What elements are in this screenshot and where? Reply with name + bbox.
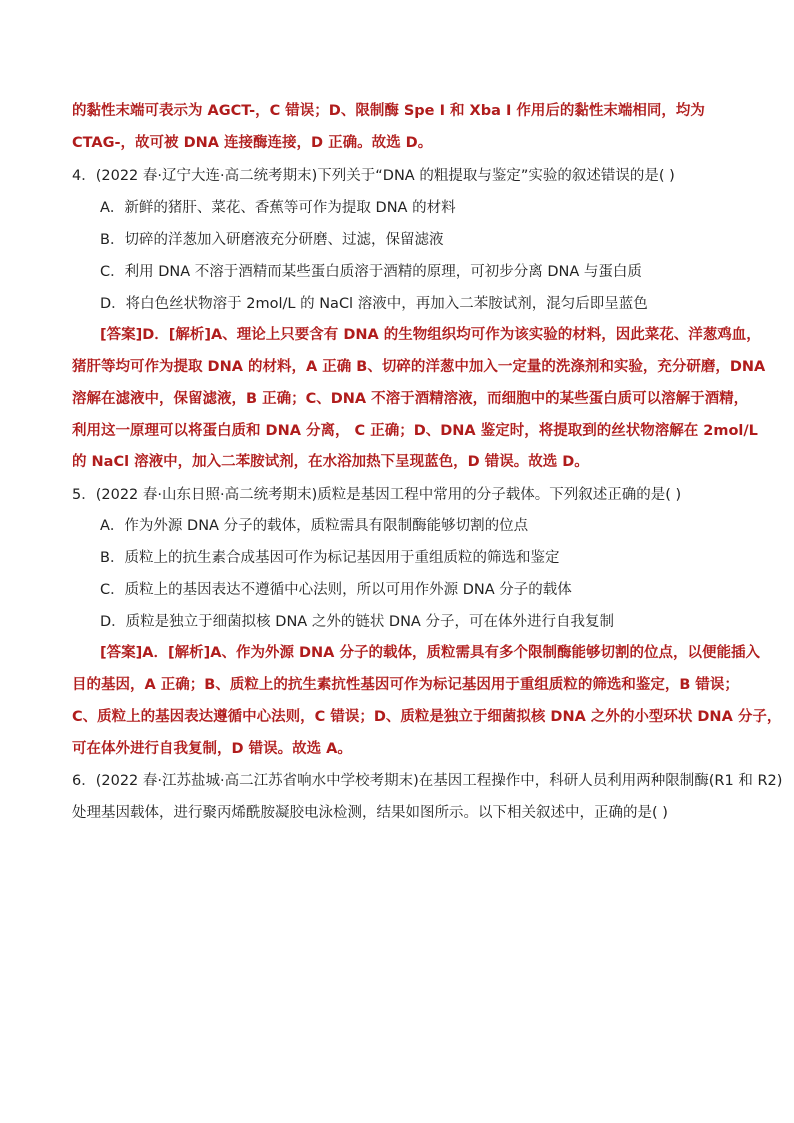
question-5-answer-line-4: 可在体外进行自我复制，D 错误。故选 A。	[72, 741, 352, 757]
question-4-answer-line-2: 猪肝等均可作为提取 DNA 的材料，A 正确 B、切碎的洋葱中加入一定量的洗涤剂和实验，充分研磨，DNA	[72, 359, 766, 375]
question-5-option-c: C．质粒上的基因表达不遵循中心法则，所以可用作外源 DNA 分子的载体	[100, 582, 572, 598]
question-4-answer-line-5: 的 NaCl 溶液中，加入二苯胺试剂，在水浴加热下呈现蓝色，D 错误。故选 D。	[72, 454, 589, 470]
question-5-stem: 5．(2022 春·山东日照·高二统考期末)质粒是基因工程中常用的分子载体。下列叙述正确的是( )	[72, 487, 682, 503]
question-5-answer-line-1: [答案]A．[解析]A、作为外源 DNA 分子的载体，质粒需具有多个限制酶能够切割的位点，以便能插入	[100, 645, 760, 661]
question-4-answer-line-3: 溶解在滤液中，保留滤液，B 正确；C、DNA 不溶于酒精溶液，而细胞中的某些蛋白质可以溶解于酒精，	[72, 391, 749, 407]
question-4-option-c: C．利用 DNA 不溶于酒精而某些蛋白质溶于酒精的原理，可初步分离 DNA 与蛋白质	[100, 264, 642, 280]
carryover-answer-line-2: CTAG-，故可被 DNA 连接酶连接，D 正确。故选 D。	[72, 135, 433, 151]
question-5-answer-line-2: 目的基因，A 正确；B、质粒上的抗生素抗性基因可作为标记基因用于重组质粒的筛选和鉴定，B 错误；	[72, 677, 739, 693]
question-6-stem-line-1: 6．(2022 春·江苏盐城·高二江苏省响水中学校考期末)在基因工程操作中，科研人员利用两种限制酶(R1 和 R2)	[72, 773, 783, 789]
question-5-option-b: B．质粒上的抗生素合成基因可作为标记基因用于重组质粒的筛选和鉴定	[100, 550, 560, 566]
question-5-option-d: D．质粒是独立于细菌拟核 DNA 之外的链状 DNA 分子，可在体外进行自我复制	[100, 614, 614, 630]
question-4-answer-line-4: 利用这一原理可以将蛋白质和 DNA 分离， C 正确；D、DNA 鉴定时，将提取到的丝状物溶解在 2mol/L	[72, 423, 758, 439]
question-4-option-b: B．切碎的洋葱加入研磨液充分研磨、过滤，保留滤液	[100, 232, 444, 248]
question-6-stem-line-2: 处理基因载体，进行聚丙烯酰胺凝胶电泳检测，结果如图所示。以下相关叙述中，正确的是( )	[72, 805, 668, 821]
question-5-answer-line-3: C、质粒上的基因表达遵循中心法则，C 错误；D、质粒是独立于细菌拟核 DNA 之外的小型环状 DNA 分子，	[72, 709, 782, 725]
question-4-option-a: A．新鲜的猪肝、菜花、香蕉等可作为提取 DNA 的材料	[100, 200, 456, 216]
question-4-stem: 4．(2022 春·辽宁大连·高二统考期末)下列关于“DNA 的粗提取与鉴定”实验的叙述错误的是( )	[72, 168, 675, 184]
question-4-option-d: D．将白色丝状物溶于 2mol/L 的 NaCl 溶液中，再加入二苯胺试剂，混匀后即呈蓝色	[100, 296, 648, 312]
carryover-answer-line-1: 的黏性末端可表示为 AGCT-，C 错误；D、限制酶 Spe I 和 Xba I 作用后的黏性末端相同，均为	[72, 103, 705, 119]
question-5-option-a: A．作为外源 DNA 分子的载体，质粒需具有限制酶能够切割的位点	[100, 518, 529, 534]
question-4-answer-line-1: [答案]D．[解析]A、理论上只要含有 DNA 的生物组织均可作为该实验的材料，因此菜花、洋葱鸡血，	[100, 327, 761, 343]
